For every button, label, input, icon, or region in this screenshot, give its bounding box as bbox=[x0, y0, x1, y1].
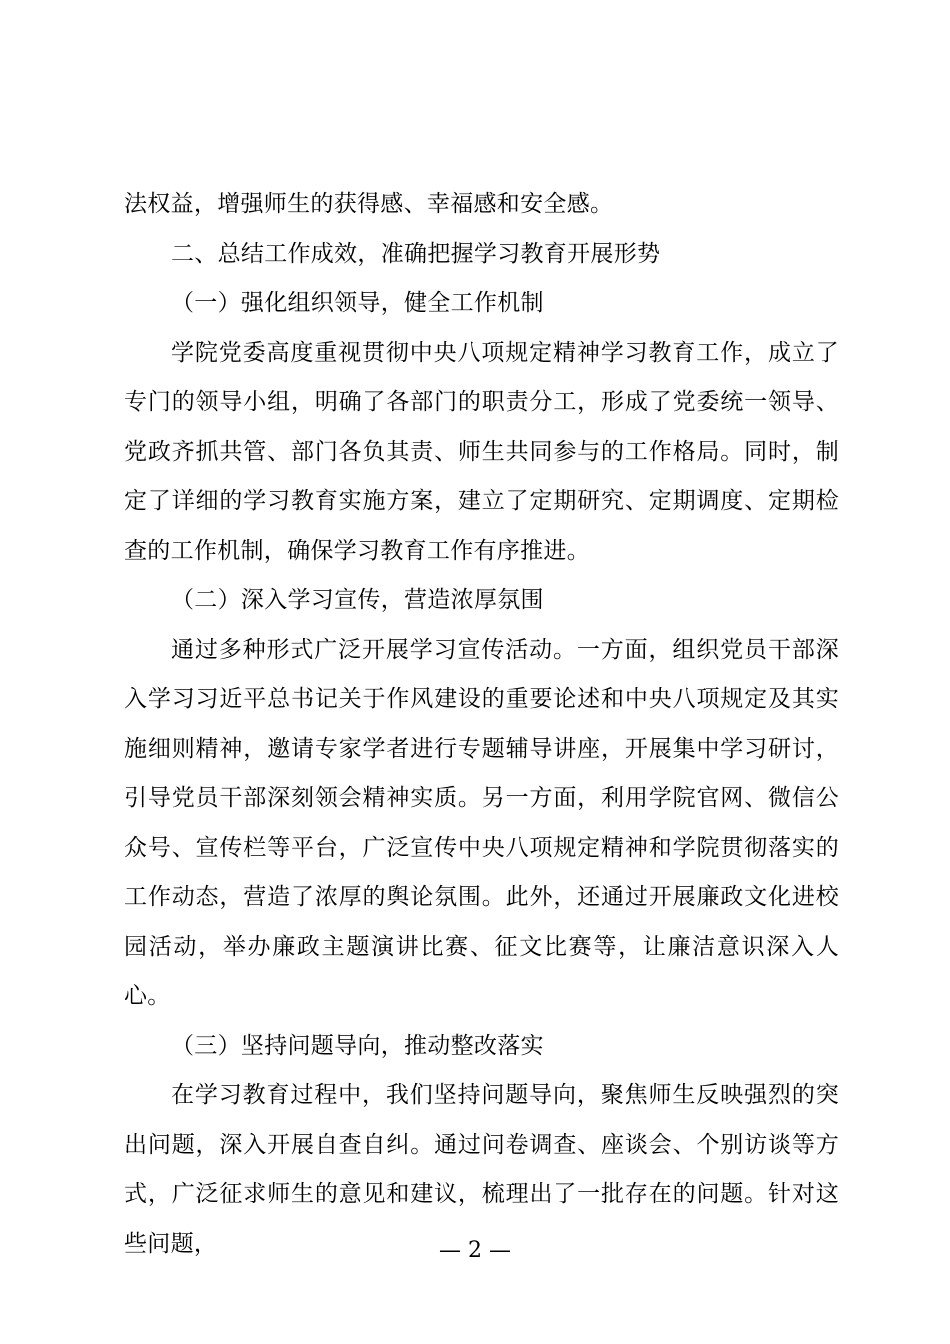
subsection-heading-1: （一）强化组织领导，健全工作机制 bbox=[171, 290, 544, 316]
page-number: — 2 — bbox=[439, 1238, 511, 1263]
paragraph-organization: 学院党委高度重视贯彻中央八项规定精神学习教育工作，成立了专门的领导小组，明确了各部门的职责分工，形成了党委统一领导、党政齐抓共管、部门各负其责、师生共同参与的工作格局。同时，制定了详细的学习教育实施方案，建立了定期研究、定期调度、定期检查的工作机制，确保学习教育工作有序推进。 bbox=[124, 339, 839, 564]
subsection-heading-2: （二）深入学习宣传，营造浓厚氛围 bbox=[171, 587, 544, 613]
subsection-heading-3: （三）坚持问题导向，推动整改落实 bbox=[171, 1032, 544, 1059]
paragraph-rectification: 在学习教育过程中，我们坚持问题导向，聚焦师生反映强烈的突出问题，深入开展自查自纠。通过问卷调查、座谈会、个别访谈等方式，广泛征求师生的意见和建议，梳理出了一批存在的问题。针对这些问题， bbox=[124, 1082, 839, 1257]
paragraph-publicity: 通过多种形式广泛开展学习宣传活动。一方面，组织党员干部深入学习习近平总书记关于作风建设的重要论述和中央八项规定及其实施细则精神，邀请专家学者进行专题辅导讲座，开展集中学习研讨，引导党员干部深刻领会精神实质。另一方面，利用学院官网、微信公众号、宣传栏等平台，广泛宣传中央八项规定精神和学院贯彻落实的工作动态，营造了浓厚的舆论氛围。此外，还通过开展廉政文化进校园活动，举办廉政主题演讲比赛、征文比赛等，让廉洁意识深入人心。 bbox=[124, 636, 839, 1009]
section-heading: 二、总结工作成效，准确把握学习教育开展形势 bbox=[171, 240, 661, 267]
paragraph-continuation: 法权益，增强师生的获得感、幸福感和安全感。 bbox=[124, 191, 614, 217]
document-body bbox=[124, 180, 839, 1269]
